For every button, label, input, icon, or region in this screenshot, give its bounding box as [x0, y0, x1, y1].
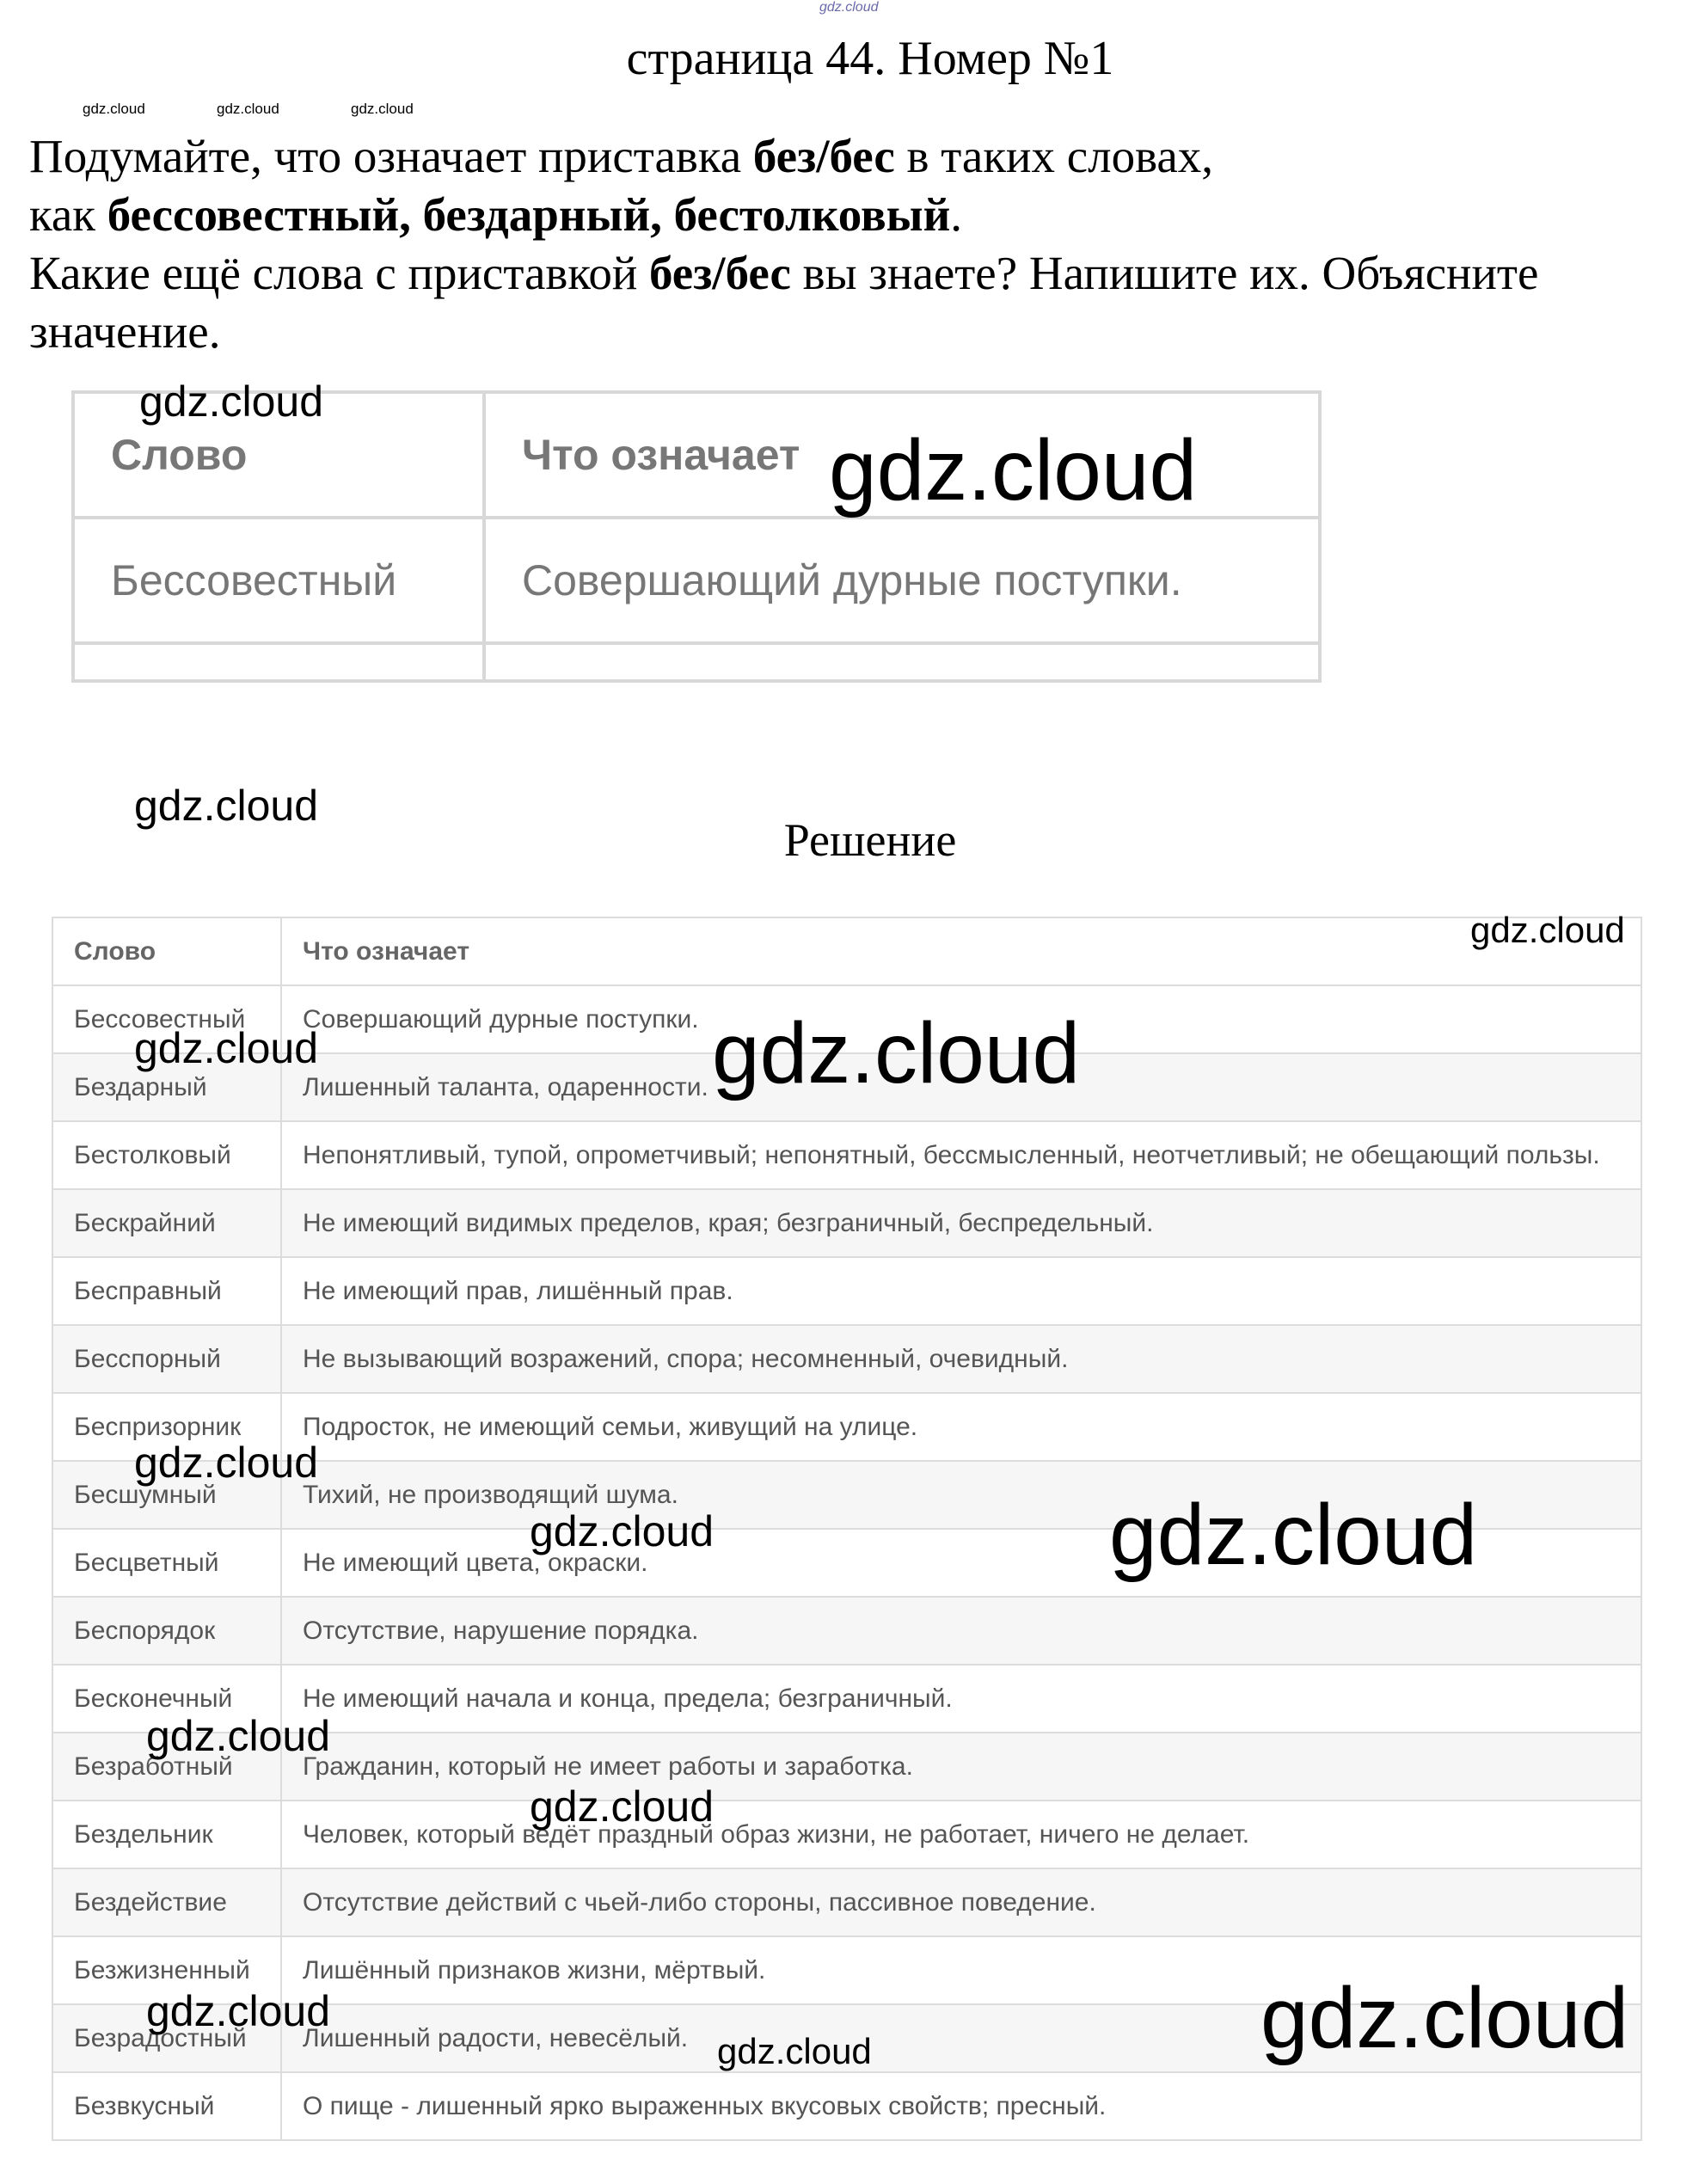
meaning-cell: Не имеющий видимых пределов, края; безграничный, беспредельный.	[281, 1189, 1641, 1257]
meaning-cell: Не имеющий начала и конца, предела; безграничный.	[281, 1665, 1641, 1733]
table-row	[52, 1257, 1641, 1325]
watermark: gdz.cloud	[139, 377, 324, 426]
text: .	[950, 188, 963, 241]
watermark: gdz.cloud	[1260, 1970, 1629, 2066]
example-row	[73, 518, 1320, 643]
watermark: gdz.cloud	[712, 1005, 1081, 1101]
meaning-cell: Отсутствие действий с чьей-либо стороны, пассивное поведение.	[281, 1868, 1641, 1936]
word-cell: Бездельник	[52, 1801, 281, 1868]
word-cell: Бесконечный	[52, 1665, 281, 1733]
word-cell: Бесцветный	[52, 1529, 281, 1597]
watermark: gdz.cloud	[530, 1507, 715, 1555]
word-cell: Бестолковый	[52, 1121, 281, 1189]
word-cell: Бессовестный	[52, 985, 281, 1053]
example-empty-row	[73, 643, 1320, 681]
top-watermark: gdz.cloud	[819, 0, 879, 15]
text: Подумайте, что означает приставка	[29, 130, 753, 182]
example-word: Бессовестный	[73, 518, 484, 643]
small-watermark: gdz.cloud	[83, 101, 145, 117]
watermark: gdz.cloud	[1109, 1487, 1478, 1583]
header-meaning: Что означает	[281, 917, 1641, 985]
table-row	[52, 1189, 1641, 1257]
watermark: gdz.cloud	[146, 1987, 331, 2035]
word-cell: Безвкусный	[52, 2072, 281, 2140]
meaning-cell: О пище - лишенный ярко выраженных вкусовых свойств; пресный.	[281, 2072, 1641, 2140]
meaning-cell: Подросток, не имеющий семьи, живущий на улице.	[281, 1393, 1641, 1461]
small-watermark: gdz.cloud	[217, 101, 279, 117]
word-cell: Беспризорник	[52, 1393, 281, 1461]
word-cell: Безжизненный	[52, 1936, 281, 2004]
meaning-cell: Гражданин, который не имеет работы и заработка.	[281, 1733, 1641, 1801]
watermark: gdz.cloud	[134, 1024, 319, 1072]
word-cell: Бесшумный	[52, 1461, 281, 1529]
watermark: gdz.cloud	[530, 1782, 715, 1831]
word-cell: Бездарный	[52, 1053, 281, 1121]
table-row	[52, 1121, 1641, 1189]
task-line-3	[29, 244, 1680, 361]
meaning-cell: Тихий, не производящий шума.	[281, 1461, 1641, 1529]
page-title: страница 44. Номер №1	[626, 32, 1114, 85]
task-line-2	[29, 186, 1680, 244]
word-cell: Бездействие	[52, 1868, 281, 1936]
word-cell: Безрадостный	[52, 2004, 281, 2072]
text: как	[29, 188, 107, 241]
task-line-1	[29, 127, 1680, 186]
table-row	[52, 1801, 1641, 1868]
example-header-meaning: Что означает	[484, 392, 1320, 518]
meaning-cell: Лишенный таланта, одаренности.	[281, 1053, 1641, 1121]
example-meaning: Совершающий дурные поступки.	[484, 518, 1320, 643]
word-cell: Бескрайний	[52, 1189, 281, 1257]
prefix-bold: без/бес	[752, 130, 895, 182]
header-word: Слово	[52, 917, 281, 985]
word-cell: Безработный	[52, 1733, 281, 1801]
solution-header-row	[52, 917, 1641, 985]
table-row	[52, 1325, 1641, 1393]
watermark: gdz.cloud	[134, 782, 319, 830]
text: вы знаете? Напишите их. Объясните значение.	[29, 247, 1539, 358]
text: в таких словах,	[894, 130, 1214, 182]
meaning-cell: Не имеющий цвета, окраски.	[281, 1529, 1641, 1597]
word-cell: Бесспорный	[52, 1325, 281, 1393]
meaning-cell: Отсутствие, нарушение порядка.	[281, 1597, 1641, 1665]
solution-heading: Решение	[783, 814, 957, 866]
meaning-cell: Лишенный радости, невесёлый.	[281, 2004, 1641, 2072]
words-bold: бессовестный, бездарный, бестолковый	[107, 188, 951, 241]
meaning-cell: Непонятливый, тупой, опрометчивый; непонятный, бессмысленный, неотчетливый; не обещающий пользы.	[281, 1121, 1641, 1189]
task-text	[29, 127, 1680, 361]
empty-cell	[73, 643, 484, 681]
meaning-cell: Человек, который ведёт праздный образ жизни, не работает, ничего не делает.	[281, 1801, 1641, 1868]
example-header-word: Слово	[73, 392, 484, 518]
watermark: gdz.cloud	[134, 1439, 319, 1487]
meaning-cell: Не вызывающий возражений, спора; несомненный, очевидный.	[281, 1325, 1641, 1393]
meaning-cell: Не имеющий прав, лишённый прав.	[281, 1257, 1641, 1325]
watermark: gdz.cloud	[717, 2031, 872, 2071]
table-row	[52, 2072, 1641, 2140]
table-row	[52, 1597, 1641, 1665]
prefix-bold: без/бес	[649, 247, 791, 299]
word-cell: Беспорядок	[52, 1597, 281, 1665]
empty-cell	[484, 643, 1320, 681]
meaning-cell: Лишённый признаков жизни, мёртвый.	[281, 1936, 1641, 2004]
watermark: gdz.cloud	[829, 422, 1198, 518]
text: Какие ещё слова с приставкой	[29, 247, 650, 299]
word-cell: Бесправный	[52, 1257, 281, 1325]
meaning-cell: Совершающий дурные поступки.	[281, 985, 1641, 1053]
watermark: gdz.cloud	[1470, 910, 1625, 950]
small-watermark: gdz.cloud	[351, 101, 414, 117]
watermark: gdz.cloud	[146, 1712, 331, 1760]
table-row	[52, 1868, 1641, 1936]
